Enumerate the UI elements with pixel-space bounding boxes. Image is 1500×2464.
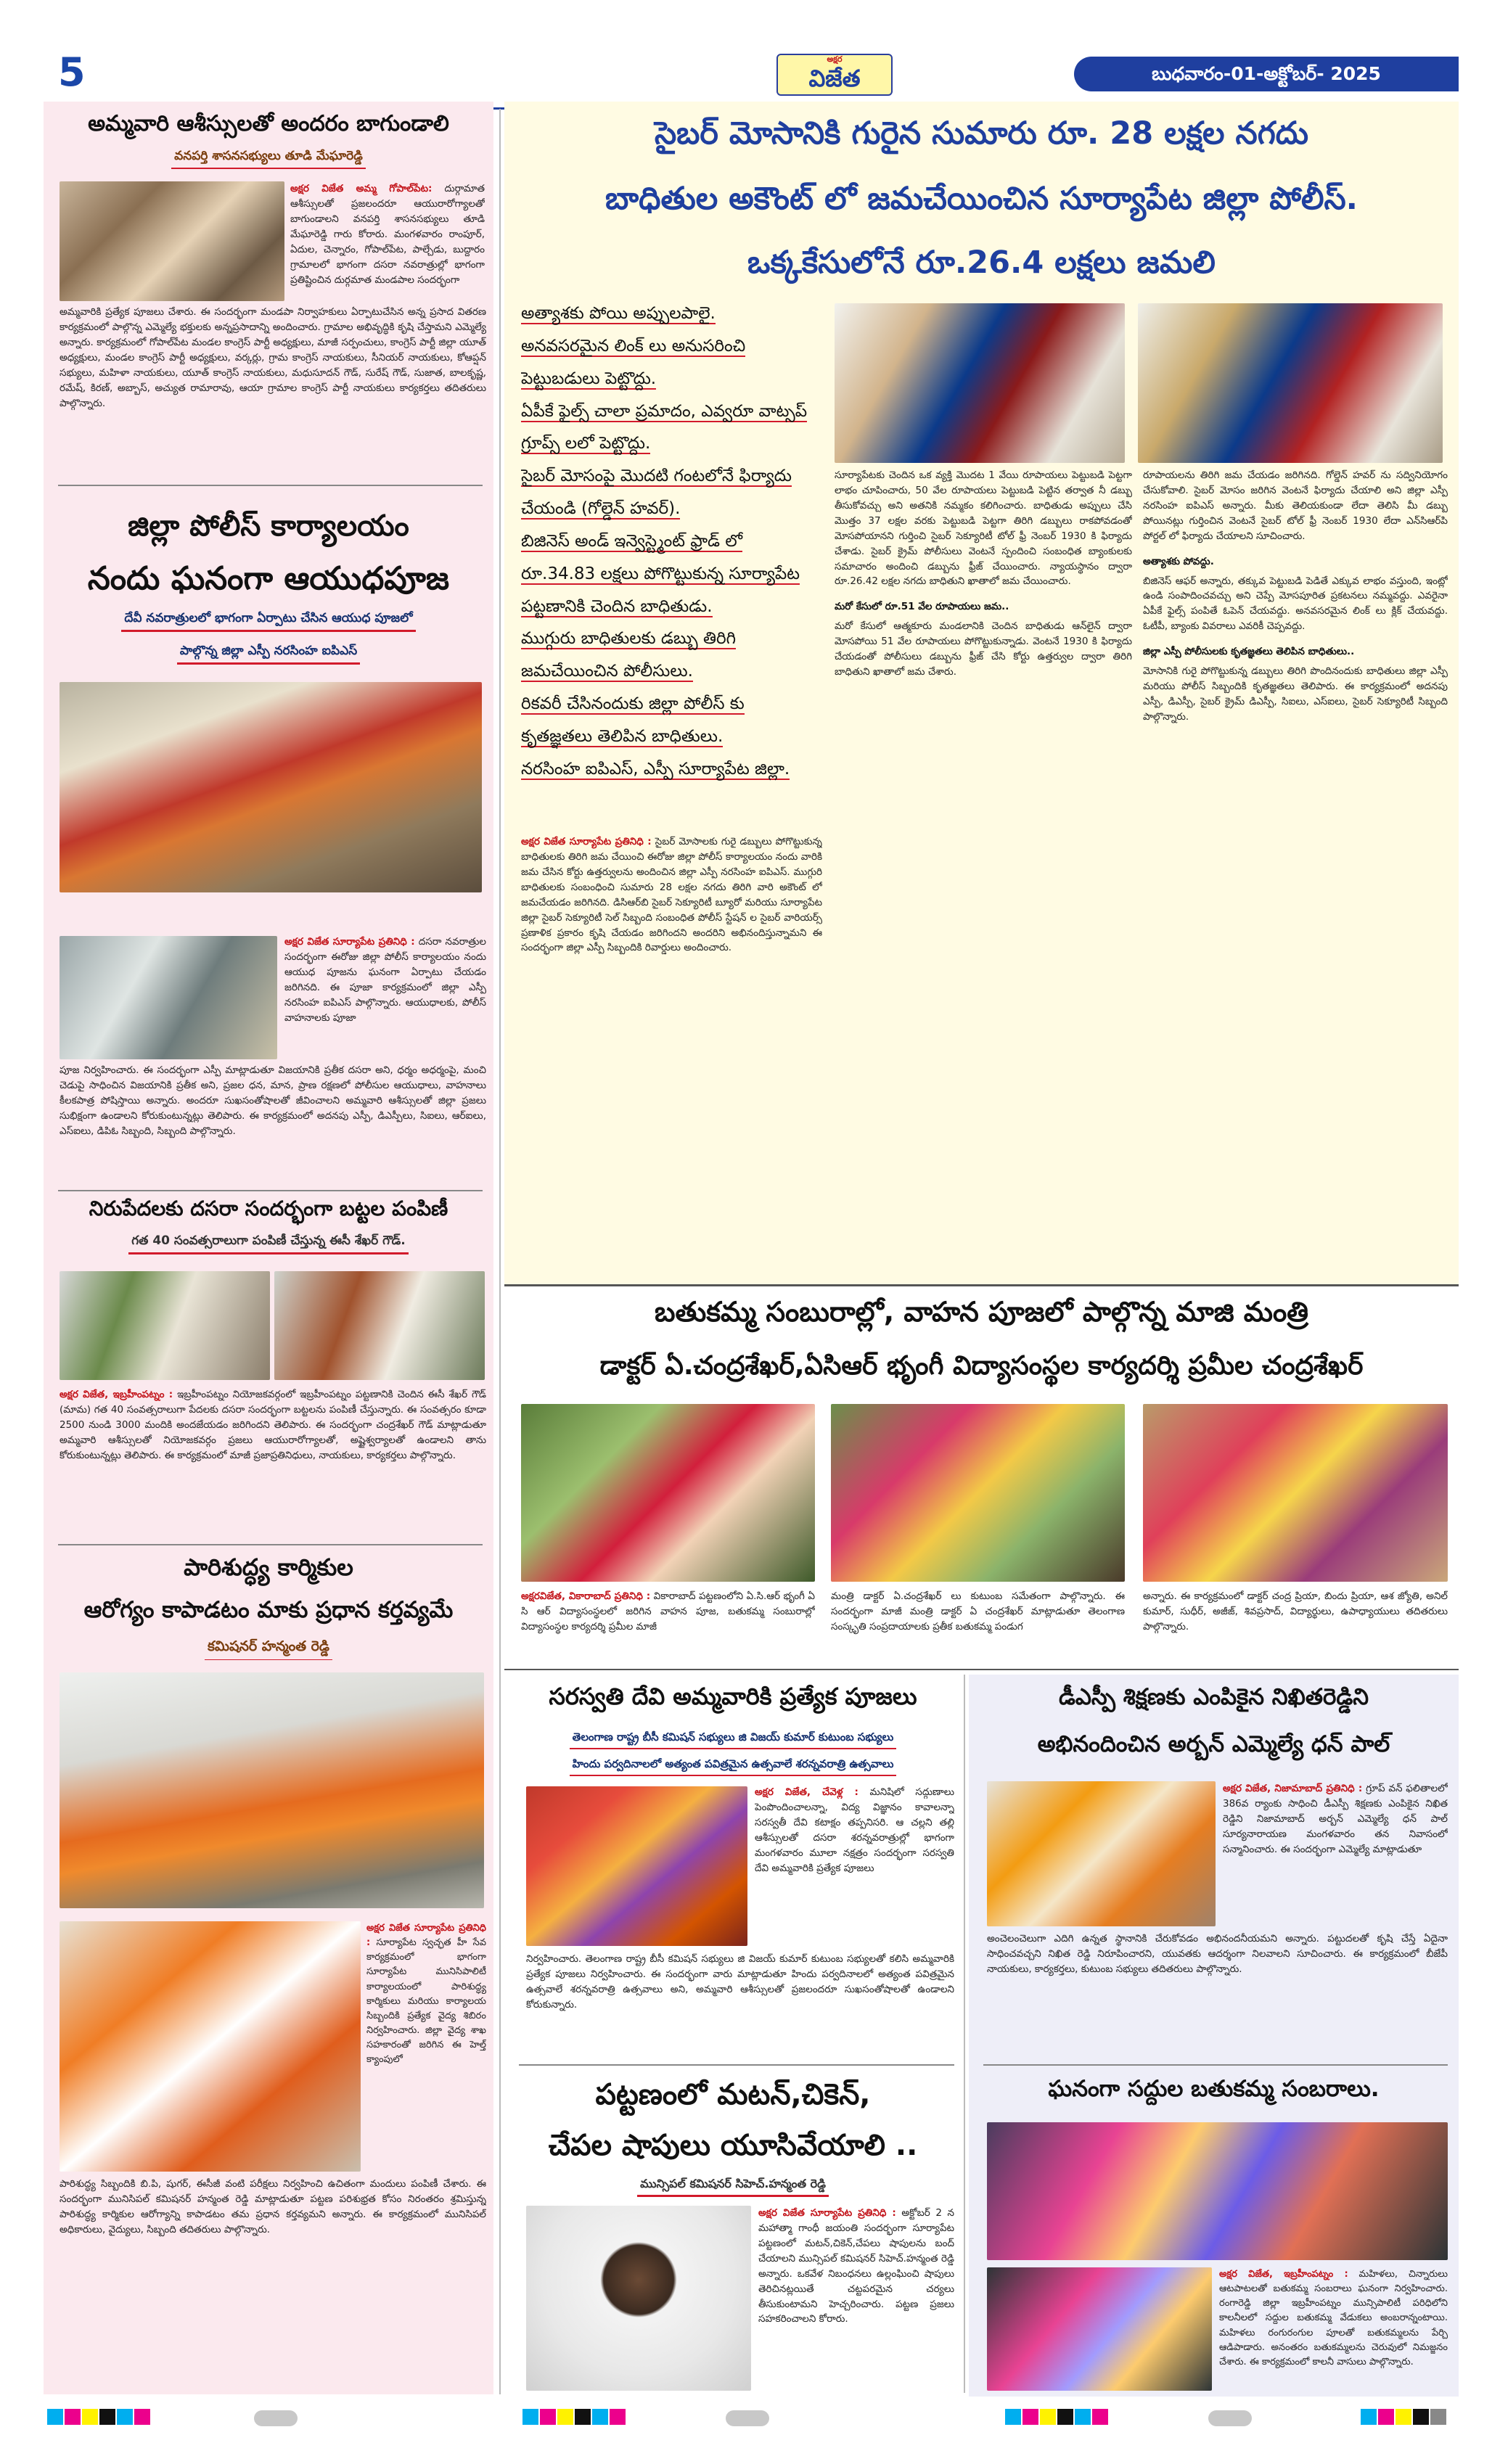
art3-photo-2 xyxy=(274,1271,485,1380)
page-number: 5 xyxy=(58,51,86,95)
hl-10: పట్టణానికి చెందిన బాధితుడు. xyxy=(521,596,713,616)
art10-photo-2 xyxy=(987,2267,1212,2391)
art6-photo-2 xyxy=(831,1404,1125,1582)
art1-byline xyxy=(44,149,493,169)
art2-body-right xyxy=(284,935,486,1061)
art7-headline: సరస్వతి దేవి అమ్మవారికి ప్రత్యేక పూజలు xyxy=(549,1683,917,1710)
art5-highlights xyxy=(521,297,826,834)
art1-byline-text: వనపర్తి శాసనసభ్యులు తూడి మేఘారెడ్డి xyxy=(171,149,366,169)
art8-headline-2: చేపల షాపులు యూసివేయాలి .. xyxy=(548,2129,918,2162)
hl-12: జమచేయించిన పోలీసులు. xyxy=(521,662,693,681)
art6-body-2 xyxy=(831,1589,1125,1662)
art2-sub-2 xyxy=(44,644,493,665)
art4-dateline: అక్షర విజేత సూర్యాపేట ప్రతినిధి : xyxy=(366,1923,486,1949)
art9-text-full: అంచెలంచెలుగా ఎదిగి ఉన్నత స్థానానికి చేరుకోవడం అభినందనీయమని అన్నారు. పట్టుదలతో కృషి చేస్తే ఏదైనా సాధించవచ్చని నిఖిత రెడ్డి నిరూపించారని, యువతకు ఆదర్శంగా నిలవాలని సూచించారు. ఈ కార్యక్రమంలో బీజేపీ నాయకులు, కార్యకర్తలు, కుటుంబ సభ్యులు తదితరులు పాల్గొన్నారు. xyxy=(987,1933,1448,1975)
art4-byline-text: కమిషనర్ హన్మంత రెడ్డి xyxy=(205,1638,332,1660)
art5-text-right: రూపాయలను తిరిగి జమ చేయడం జరిగినది. గోల్డెన్ హవర్ ను సద్వినియోగం చేసుకోవాలి. సైబర్ మోసం జరిగిన వెంటనే ఫిర్యాదు చేయాలి అని జిల్లా ఎస్పీ నరసింహ ఐపిఎస్ అన్నారు. మీకు తెలియకుండా లేదా తెలిసి మీ డబ్బు పోయినట్లు గుర్తించిన వెంటనే సైబర్ టోల్ ఫ్రీ నెంబర్ 1930 లేదా ఎన్‌సిఆర్‌పి పోర్టల్ లో ఫిర్యాదు చేయాలని సూచించారు. xyxy=(1143,469,1448,542)
art5-text-right3: మోసానికి గురై పోగొట్టుకున్న డబ్బులు తిరిగి పొందినందుకు బాధితులు జిల్లా ఎస్పీ మరియు పోలీస్ సిబ్బందికి కృతజ్ఞతలు తెలిపారు. ఈ కార్యక్రమంలో అదనపు ఎస్పీ, డిఎస్పీ, సైబర్ క్రైమ్ డిఎస్పీ, సిఐలు, ఎస్ఐలు, సైబర్ సెక్యూరిటీ సిబ్బంది పాల్గొన్నారు. xyxy=(1143,665,1448,723)
art9-text-right: గ్రూప్ వన్ ఫలితాలలో 386వ ర్యాంకు సాధించి డీఎస్పీ శిక్షణకు ఎంపికైన నిఖిత రెడ్డిని నిజామాబాద్ అర్బన్ ఎమ్మెల్యే ధన్ పాల్ సూర్యనారాయణ మంగళవారం తన నివాసంలో సన్మానించారు. ఈ సందర్భంగా ఎమ్మెల్యే మాట్లాడుతూ xyxy=(1223,1783,1448,1855)
art5-photo-1 xyxy=(835,303,1125,463)
art9-headline-1: డీఎస్పీ శిక్షణకు ఎంపికైన నిఖితరెడ్డిని xyxy=(1058,1684,1369,1710)
issue-date: బుధవారం-01-అక్టోబర్- 2025 xyxy=(1152,63,1381,84)
art8-byline xyxy=(508,2177,958,2197)
art7-sub-2-text: హిందు పర్వదినాలలో అత్యంత పవిత్రమైన ఉత్సవాలే శరన్నవరాత్రి ఉత్సవాలు xyxy=(570,1757,897,1776)
art2-sub-1-text: దేవీ నవరాత్రులలో భాగంగా ఏర్పాటు చేసిన ఆయుధ పూజలో xyxy=(121,611,415,632)
masthead-tag: అక్షర xyxy=(827,54,843,64)
hl-3: పెట్టుబడులు పెట్టొద్దు. xyxy=(521,369,657,388)
art6-headline-2: డాక్టర్ ఏ.చంద్రశేఖర్,ఏసిఆర్ భృంగీ విద్యాసంస్థల కార్యదర్శి ప్రమీల చంద్రశేఖర్ xyxy=(599,1351,1364,1381)
art9-body xyxy=(987,1931,1448,2062)
art10-photo-1 xyxy=(987,2122,1448,2260)
art4-body xyxy=(60,2177,486,2387)
art3-headline: నిరుపేదలకు దసరా సందర్భంగా బట్టల పంపిణీ xyxy=(89,1196,448,1220)
print-oval-3 xyxy=(1208,2410,1252,2426)
art8-byline-text: మున్సిపల్ కమిషనర్ సిహెచ్.హన్మంత రెడ్డి xyxy=(637,2177,829,2197)
art6-photo-3 xyxy=(1143,1404,1448,1582)
divider-bathukamma xyxy=(504,1669,1459,1670)
art2-headline-1: జిల్లా పోలీస్ కార్యాలయం xyxy=(128,509,409,543)
art7-text-full: నిర్వహించారు. తెలంగాణ రాష్ట్ర బీసీ కమిషన్ సభ్యులు జి విజయ్ కుమార్ కుటుంబ సభ్యులతో కలిసి అమ్మవారికి ప్రత్యేక పూజలు నిర్వహించారు. ఈ సందర్భంగా వారు మాట్లాడుతూ హిందు పర్వదినాలలో అత్యంత పవిత్రమైన ఉత్సవాలే శరన్నవరాత్రి ఉత్సవాలు అని, అమ్మవారి ఆశీస్సులతో ప్రజలందరూ సుఖసంతోషాలతో ఉండాలని కోరుకున్నారు. xyxy=(526,1953,954,2011)
art4-byline xyxy=(44,1638,493,1660)
hl-4: ఏపీకే ఫైల్స్ చాలా ప్రమాదం, ఎవ్వరూ వాట్సప్ xyxy=(521,401,808,421)
art4-photo-1 xyxy=(60,1672,484,1908)
art8-body xyxy=(758,2206,954,2391)
art5-headline-2: బాధితుల అకౌంట్ లో జమచేయించిన సూర్యాపేట జిల్లా పోలీస్. xyxy=(604,181,1358,217)
art5-subhead: మరో కేసులో రూ.51 వేల రూపాయలు జమ.. xyxy=(835,601,1009,613)
art5-photo-2 xyxy=(1138,303,1443,463)
art8-text: అక్టోబర్ 2 న మహాత్మా గాంధీ జయంతి సందర్భంగా సూర్యాపేట పట్టణంలో మటన్,చికెన్,చేపలు షాపులను బంద్ చేయాలని మున్సిపల్ కమిషనర్ సిహెచ్.హన్మంత రెడ్డి అన్నారు. ఒకవేళ నిబంధనలు ఉల్లంఘించి షాపులు తెరిచినట్లయితే చట్టపరమైన చర్యలు తీసుకుంటామని హెచ్చరించారు. పట్టణ ప్రజలు సహకరించాలని కోరారు. xyxy=(758,2207,954,2325)
art8-headline-1: పట్టణంలో మటన్,చికెన్, xyxy=(595,2078,871,2111)
col-separator-2 xyxy=(964,1675,965,2393)
art8-photo xyxy=(526,2206,751,2391)
art10-text-full: మహిళలు రంగురంగుల పూలతో బతుకమ్మలను పేర్చి ఆడిపాడారు. అనంతరం బతుకమ్మలను చెరువులో నిమజ్జనం చేశారు. ఈ కార్యక్రమంలో కాలనీ వాసులు పాల్గొన్నారు. xyxy=(1219,2327,1448,2368)
art5-col-left xyxy=(521,834,822,1270)
hl-13: రికవరీ చేసినందుకు జిల్లా పోలీస్ కు xyxy=(521,694,745,714)
divider-art9 xyxy=(983,2064,1448,2066)
art5-headline-1: సైబర్ మోసానికి గురైన సుమారు రూ. 28 లక్షల నగదు xyxy=(655,115,1308,152)
art6-text-1: వికారాబాద్ పట్టణంలోని ఏ.సి.ఆర్ భృంగీ ఏ సి ఆర్ విద్యాసంస్థలలో జరిగిన వాహన పూజ, బతుకమ్మ సంబురాల్లో విద్యాసంస్థల కార్యదర్శి ప్రమీల మాజీ xyxy=(521,1590,815,1633)
art2-dateline: అక్షర విజేత సూర్యాపేట ప్రతినిధి : xyxy=(284,936,415,948)
art5-text-mid2: మరో కేసులో ఆత్మకూరు మండలానికి చెందిన బాధితుడు ఆన్‌లైన్ ద్వారా మోసపోయి 51 వేల రూపాయలు పోగొట్టుకున్నాడు. వెంటనే 1930 కి ఫిర్యాదు చేయడంతో పోలీసులు డబ్బును ఫ్రీజ్ చేసి కోర్టు ఉత్తర్వుల ద్వారా తిరిగి బాధితుని ఖాతాలో జమ చేశారు. xyxy=(835,620,1132,678)
art4-body-right xyxy=(366,1921,486,2172)
art1-headline: అమ్మవారి ఆశీస్సులతో అందరం బాగుండాలి xyxy=(88,111,449,136)
art3-sub xyxy=(44,1233,493,1255)
divider-3 xyxy=(58,1544,483,1545)
art6-dateline: అక్షరవిజేత, వికారాబాద్ ప్రతినిధి : xyxy=(521,1590,651,1602)
art9-dateline: అక్షర విజేత, నిజామాబాద్ ప్రతినిధి : xyxy=(1223,1783,1363,1794)
art2-photo-main xyxy=(60,682,482,892)
hl-14: కృతజ్ఞతలు తెలిపిన బాధితులు. xyxy=(521,726,724,746)
art7-sub-2 xyxy=(508,1757,958,1776)
divider-saraswathi xyxy=(519,2064,954,2066)
art4-text-right: సూర్యాపేట స్వచ్ఛత హీ సేవ కార్యక్రమంలో భాగంగా సూర్యాపేట మునిసిపాలిటీ కార్యాలయంలో పారిశుద్ధ్య కార్మికులు మరియు కార్యాలయ సిబ్బందికి ప్రత్యేక వైద్య శిబిరం నిర్వహించారు. జిల్లా వైద్య శాఖ సహకారంతో జరిగిన ఈ హెల్త్ క్యాంపులో xyxy=(366,1937,486,2066)
art8-dateline: అక్షర విజేత సూర్యాపేట ప్రతినిధి : xyxy=(758,2207,896,2219)
art7-dateline: అక్షర విజేత, చేవెళ్ల : xyxy=(755,1786,858,1798)
hl-5: గ్రూప్స్ లలో పెట్టొద్దు. xyxy=(521,434,651,453)
art4-text-full: పారిశుద్ధ్య సిబ్బందికి బి.పి, షుగర్, ఈసీజీ వంటి పరీక్షలు నిర్వహించి ఉచితంగా మందులు పంపిణీ చేశారు. ఈ సందర్భంగా మునిసిపల్ కమిషనర్ హన్మంత రెడ్డి మాట్లాడుతూ పట్టణ పరిశుభ్రత కోసం నిరంతరం శ్రమిస్తున్న పారిశుద్ధ్య కార్మికుల ఆరోగ్యాన్ని కాపాడటం తమ ప్రధాన కర్తవ్యమని అన్నారు. ఈ కార్యక్రమంలో మునిసిపల్ అధికారులు, వైద్యులు, సిబ్బంది తదితరులు పాల్గొన్నారు. xyxy=(60,2178,486,2235)
art5-subhead-2: అత్యాశకు పోవద్దు. xyxy=(1143,555,1214,567)
art1-text-right: దుర్గామాత ఆశీస్సులతో ప్రజలందరూ ఆయురారోగ్యాలతో బాగుండాలని వనపర్తి శాసనసభ్యులు తూడి మేఘారెడ్డి గారు కోరారు. మంగళవారం రాంపూర్, ఏదుల, చెన్నారం, గోపాల్‌పేట, పాల్చేడు, బుద్దారం గ్రామాలలో భాగంగా దసరా నవరాత్రుల్లో భాగంగా ప్రతిష్టించిన దుర్గమాత మండపాల సందర్భంగా xyxy=(290,183,485,286)
art10-headline: ఘనంగా సద్దుల బతుకమ్మ సంబరాలు. xyxy=(1048,2076,1380,2102)
divider-1 xyxy=(58,485,483,486)
art2-photo-small xyxy=(60,936,277,1059)
print-oval-2 xyxy=(726,2410,769,2426)
art4-headline-1: పారిశుద్ధ్య కార్మికుల xyxy=(184,1553,353,1581)
divider-2 xyxy=(58,1190,483,1191)
date-banner xyxy=(1074,57,1459,91)
art9-headline-2: అభినందించిన అర్బన్ ఎమ్మెల్యే ధన్ పాల్ xyxy=(1037,1731,1390,1757)
art2-body xyxy=(60,1063,486,1186)
art3-dateline: అక్షర విజేత, ఇబ్రహీంపట్నం : xyxy=(60,1389,173,1400)
art5-dateline: అక్షర విజేత సూర్యాపేట ప్రతినిధి : xyxy=(521,836,652,847)
art3-text: ఇబ్రహీంపట్నం నియోజకవర్గంలో ఇబ్రహీంపట్నం పట్టణానికి చెందిన ఈసీ శేఖర్ గౌడ్ (మామ) గత 40 సంవత్సరాలుగా పేదలకు దసరా సందర్భంగా బట్టలను పంపిణీ చేస్తున్నారు. ఈ సంవత్సరం కూడా 2500 నుండి 3000 మందికి అందజేయడం జరిగిందని తెలిపారు. ఈ సందర్భంగా చంద్రశేఖర్ గౌడ్ మాట్లాడుతూ అమ్మవారి ఆశీస్సులతో నియోజకవర్గం ప్రజలు ఆయురారోగ్యాలతో, అష్టైశ్వర్యాలతో ఉండాలని తాను కోరుకుంటున్నట్లు తెలిపారు. ఈ కార్యక్రమంలో మాజీ ప్రజాప్రతినిధులు, నాయకులు, కార్యకర్తలు పాల్గొన్నారు. xyxy=(60,1389,486,1461)
art4-photo-2 xyxy=(60,1921,361,2172)
art3-body xyxy=(60,1387,486,1540)
art7-body xyxy=(526,1952,954,2061)
col-separator-1 xyxy=(499,109,501,2394)
art2-text-full: పూజ నిర్వహించారు. ఈ సందర్భంగా ఎస్పీ మాట్లాడుతూ విజయానికి ప్రతీక దసరా అని, ధర్మం అధర్మంపై, మంచి చెడుపై సాధించిన విజయానికి ప్రతీక అని, ప్రజల ధన, మాన, ప్రాణ రక్షణలో పోలీసుల ఆయుధాలు, వాహనాలు కీలకపాత్ర పోషిస్తాయి అన్నారు. అందరూ సుఖసంతోషాలతో జీవించాలని అమ్మవారి ఆశీస్సులతో జిల్లా ప్రజలు సుభిక్షంగా ఉండాలని కోరుకుంటున్నట్లు తెలిపారు. ఈ కార్యక్రమంలో అదనపు ఎస్పీ, డిఎస్పీలు, సిఐలు, ఆర్ఐలు, ఎస్ఐలు, డిపిఓ సిబ్బంది, సిబ్బంది పాల్గొన్నారు. xyxy=(60,1064,486,1137)
art6-photo-1 xyxy=(521,1404,815,1582)
print-oval-1 xyxy=(254,2410,298,2426)
page-header xyxy=(44,51,1459,102)
print-marks-3 xyxy=(1005,2409,1121,2428)
art7-sub-1-text: తెలంగాణ రాష్ట్ర బీసీ కమిషన్ సభ్యులు జి విజయ్ కుమార్ కుటుంబ సభ్యులు xyxy=(570,1730,897,1749)
art7-sub-1 xyxy=(508,1730,958,1749)
art1-body xyxy=(60,305,486,475)
art5-headline-3: ఒక్కకేసులోనే రూ.26.4 లక్షలు జమలి xyxy=(747,245,1216,281)
art7-body-right xyxy=(755,1785,954,1948)
hl-8: బిజినెస్ అండ్ ఇన్వెస్ట్మెంట్ ఫ్రాడ్ లో xyxy=(521,531,743,551)
art6-body-1 xyxy=(521,1589,815,1662)
art10-dateline: అక్షర విజేత, ఇబ్రహీంపట్నం : xyxy=(1219,2269,1348,2280)
art5-text-left: సైబర్ మోసాలకు గురై డబ్బులు పోగొట్టుకున్న బాధితులకు తిరిగి జమ చేయించి ఈరోజు జిల్లా పోలీస్ కార్యాలయం నందు వారికి జమ చేసిన కోర్టు ఉత్తర్వులను అందించిన జిల్లా ఎస్పీ నరసింహ ఐపిఎస్. ముగ్గురి బాధితులకు సంబంధించి సుమారు 28 లక్షల నగదు తిరిగి వారి అకౌంట్ లో జమచేయడం జరిగినది. డిసిఆర్‌బి సైబర్ సెక్యూరిటీ బ్యూరో మరియు సూర్యాపేట జిల్లా సైబర్ సెక్యూరిటీ సెల్ సిబ్బంది సంబంధిత పోలీస్ స్టేషన్ ల సైబర్ వారియర్స్ ప్రణాళిక ప్రకారం కృషి చేయడం జరిగిందని అందరిని అభినందిస్తున్నామని ఈ సందర్భంగా జిల్లా ఎస్పీ సిబ్బందికి రివార్డులు అందించారు. xyxy=(521,836,822,954)
art1-dateline: అక్షర విజేత అమ్మ గోపాల్‌పేట: xyxy=(290,183,433,194)
masthead-logo xyxy=(776,54,893,96)
art6-body-3 xyxy=(1143,1589,1448,1662)
art9-photo xyxy=(987,1781,1216,1926)
print-marks-2 xyxy=(522,2409,639,2428)
print-marks-1 xyxy=(47,2409,163,2428)
art5-text-right2: బిజినెస్ ఆఫర్ అన్నారు, తక్కువ పెట్టుబడి పెడితే ఎక్కువ లాభం వస్తుంది, ఇంట్లో ఉండి సంపాదించవచ్చు అని చెప్పే మోసపూరిత ప్రకటనలు నమ్మవద్దు. ఎవరైనా ఏపీకే ఫైల్స్ పంపితే ఓపెన్ చేయవద్దు. అనవసరమైన లింక్ లు క్లిక్ చేయవద్దు. ఓటీపీ, బ్యాంకు వివరాలు ఎవరికీ చెప్పవద్దు. xyxy=(1143,575,1448,633)
art2-text-right: దసరా నవరాత్రుల సందర్భంగా ఈరోజు జిల్లా పోలీస్ కార్యాలయం నందు ఆయుధ పూజను ఘనంగా ఏర్పాటు చేయడం జరిగినది. ఈ పూజా కార్యక్రమంలో జిల్లా ఎస్పీ నరసింహ ఐపిఎస్ పాల్గొన్నారు. ఆయుధాలకు, పోలీస్ వాహనాలకు పూజా xyxy=(284,936,486,1024)
art7-photo xyxy=(526,1786,747,1946)
art6-text-3: అన్నారు. ఈ కార్యక్రమంలో డాక్టర్ చంద్ర ప్రియా, బిందు ప్రియా, ఆశ జ్యోతి, అనిల్ కుమార్, సుధీర్, అజీజ్, శివప్రసాద్, విద్యార్థులు, ఉపాధ్యాయులు తదితరులు పాల్గొన్నారు. xyxy=(1143,1590,1448,1633)
hl-11: ముగ్గురు బాధితులకు డబ్బు తిరిగి xyxy=(521,629,737,649)
art3-photo-1 xyxy=(60,1271,270,1380)
hl-2: అనవసరమైన లింక్ లు అనుసరించి xyxy=(521,336,746,356)
divider-top-story xyxy=(504,1284,1459,1286)
art9-body-right xyxy=(1223,1781,1448,1926)
art7-text-right: మనిషిలో సద్గుణాలు పెంపొందించాలన్నా, విద్య విజ్ఞానం కావాలన్నా సరస్వతీ దేవి కటాక్షం తప్పనిసరి. ఆ చల్లని తల్లి ఆశీస్సులతో దసరా శరన్నవరాత్రుల్లో భాగంగా మంగళవారం మూలా నక్షత్రం సందర్భంగా సరస్వతి దేవి అమ్మవారికి ప్రత్యేక పూజలు xyxy=(755,1786,954,1874)
print-marks-4 xyxy=(1361,2409,1462,2428)
hl-9: రూ.34.83 లక్షలు పోగొట్టుకున్న సూర్యాపేట xyxy=(521,564,800,583)
art3-sub-text: గత 40 సంవత్సరాలుగా పంపిణీ చేస్తున్న ఈసీ శేఖర్ గౌడ్. xyxy=(128,1233,408,1254)
art6-headline-1: బతుకమ్మ సంబురాల్లో, వాహన పూజలో పాల్గొన్న మాజి మంత్రి xyxy=(655,1296,1308,1328)
art5-col-mid xyxy=(835,468,1132,1270)
art5-subhead-3: జిల్లా ఎస్పీ పోలీసులకు కృతజ్ఞతలు తెలిపిన బాధితులు.. xyxy=(1143,646,1355,658)
art10-text-right: మహిళలు, చిన్నారులు ఆటపాటలతో బతుకమ్మ సంబరాలు ఘనంగా నిర్వహించారు. రంగారెడ్డి జిల్లా ఇబ్రహీంపట్నం మున్సిపాలిటీ పరిధిలోని కాలనీలలో సద్దుల బతుకమ్మ వేడుకలు అంబరాన్నంటాయి. xyxy=(1219,2269,1448,2324)
art2-headline-2: నందు ఘనంగా ఆయుధపూజ xyxy=(87,560,450,597)
art10-body-right xyxy=(1219,2267,1448,2391)
masthead-title: విజేత xyxy=(808,65,861,92)
art1-photo xyxy=(60,181,284,301)
art1-text-full: అమ్మవారికి ప్రత్యేక పూజలు చేశారు. ఈ సందర్భంగా మండపా నిర్వాహకులు ఏర్పాటుచేసిన అన్న ప్రసాద వితరణ కార్యక్రమంలో పాల్గొన్న ఎమ్మెల్యే భక్తులకు అన్నప్రసాదాన్ని అందించారు. గ్రామాల అభివృద్ధికి కృషి చేస్తామని ఎమ్మెల్యే అన్నారు. కార్యక్రమంలో గోపాల్‌పేట మండల కాంగ్రెస్ పార్టీ అధ్యక్షులు, మాజీ సర్పంచులు, కాంగ్రెస్ పార్టీ జిల్లా యూత్ అధ్యక్షులు, మండల కాంగ్రెస్ పార్టీ అధ్యక్షులు, వర్కర్లు, గ్రామ కాంగ్రెస్ నాయకులు, సీనియర్ నాయకులు, కోఆప్షన్ సభ్యులు, మహిళా నాయకులు, యూత్ కాంగ్రెస్ నాయకులు, మధుసూదన్ గౌడ్, సురేష్ గౌడ్, సుజాత, బాలకృష్ణ, రమేష్, కిరణ్, అబ్బాస్, అచ్యుత రామారావు, ఆయా గ్రామాల కాంగ్రెస్ పార్టీ నాయకులు కార్యకర్తలు తదితరులు పాల్గొన్నారు. xyxy=(60,306,486,409)
hl-15: నరసింహ ఐపిఎస్, ఎస్పీ సూర్యాపేట జిల్లా. xyxy=(521,759,790,779)
art2-sub-1 xyxy=(44,611,493,633)
art6-text-2: మంత్రి డాక్టర్ ఏ.చంద్రశేఖర్ లు కుటుంబ సమేతంగా పాల్గొన్నారు. ఈ సందర్భంగా మాజీ మంత్రి డాక్టర్ ఏ చంద్రశేఖర్ మాట్లాడుతూ తెలంగాణ సంస్కృతి సంప్రదాయాలకు ప్రతీక బతుకమ్మ పండుగ xyxy=(831,1590,1125,1633)
art4-headline-2: ఆరోగ్యం కాపాడటం మాకు ప్రధాన కర్తవ్యమే xyxy=(83,1597,454,1623)
hl-7: చేయండి (గోల్డెన్ హవర్). xyxy=(521,499,681,519)
hl-6: సైబర్ మోసంపై మొదటి గంటలోనే ఫిర్యాదు xyxy=(521,467,792,486)
art5-col-right xyxy=(1143,468,1448,1270)
art5-text-mid: సూర్యాపేటకు చెందిన ఒక వ్యక్తి మొదట 1 వేయి రూపాయలు పెట్టుబడి పెట్టగా లాభం చూపించారు, 50 వేల రూపాయలు పెట్టుబడి పెట్టిన తర్వాత నీ డబ్బు తీసుకోవచ్చు అని అతనికి నమ్మకం కలిగించారు. బాధితుడు అప్పులు చేసి మొత్తం 37 లక్షల వరకు పెట్టుబడి పెట్టగా తిరిగి డబ్బులు రాకపోవడంతో మోసపోయానని గుర్తించి సైబర్ సెక్యూరిటీ టోల్ ఫ్రీ నెంబర్ 1930 కి ఫిర్యాదు చేశాడు. సైబర్ క్రైమ్ పోలీసులు వెంటనే స్పందించి సంబంధిత బ్యాంకులకు సమాచారం అందించి డబ్బును ఫ్రీజ్ చేయించారు. న్యాయస్థానం ద్వారా రూ.26.42 లక్షల నగదు బాధితుని ఖాతాలో జమ చేయించారు. xyxy=(835,469,1132,588)
art1-body-right xyxy=(290,181,485,301)
hl-1: అత్యాశకు పోయి అప్పులపాలై. xyxy=(521,304,716,323)
art2-sub-2-text: పాల్గొన్న జిల్లా ఎస్పీ నరసింహ ఐపిఎస్ xyxy=(177,644,360,665)
